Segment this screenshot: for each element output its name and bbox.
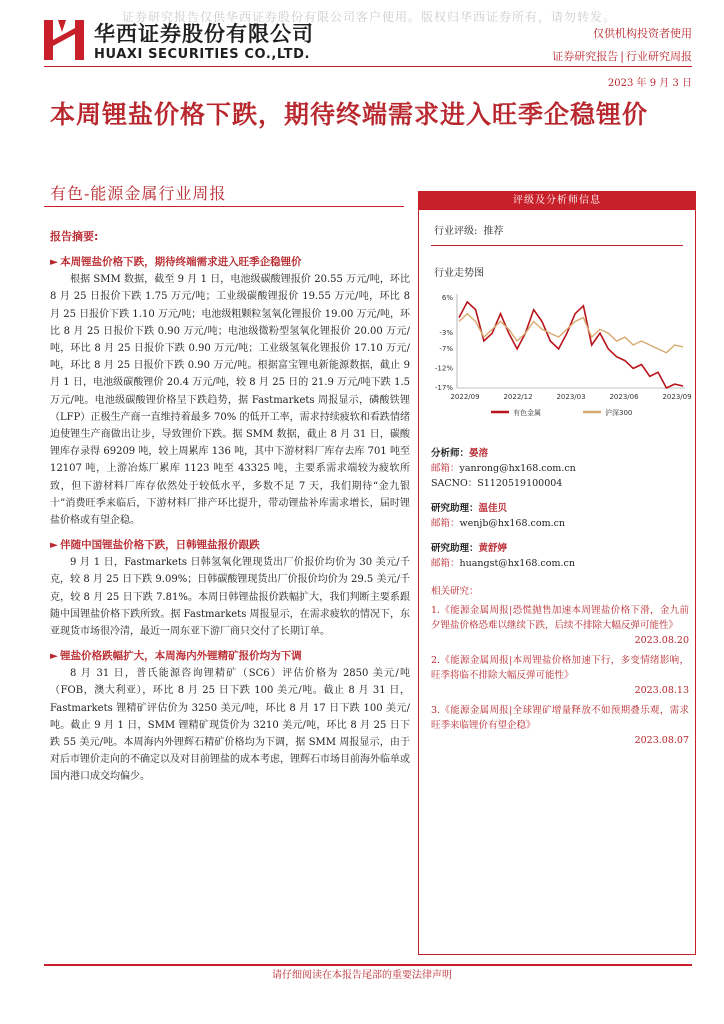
chart-x-tick-label: 2022/09: [450, 393, 480, 401]
chart-y-tick-label: -17%: [434, 384, 453, 392]
related-item[interactable]: [431, 703, 689, 748]
section-heading-text: 本周锂盐价格下跌，期待终端需求进入旺季企稳锂价: [60, 256, 302, 269]
section-2: [50, 536, 410, 640]
footer-disclaimer: 请仔细阅读在本报告尾部的重要法律声明: [272, 970, 452, 981]
related-date: 2023.08.20: [634, 635, 689, 646]
rating-value: 推荐: [483, 226, 504, 237]
section-1: [50, 253, 410, 529]
analyst-name: 黄舒婷: [478, 543, 508, 554]
chart-x-tick-label: 2023/06: [609, 393, 639, 401]
rating-label: 行业评级:: [434, 226, 478, 237]
huaxi-logo-icon: [44, 18, 84, 62]
analyst-email[interactable]: huangst@hx168.com.cn: [459, 558, 575, 569]
report-type-b: 行业研究周报: [626, 50, 692, 63]
section-heading: [50, 536, 410, 554]
analyst-role: 分析师：: [431, 448, 470, 459]
report-subtitle: 有色-能源金属行业周报: [50, 184, 227, 203]
email-label: 邮箱：: [431, 518, 460, 529]
header-divider: [44, 66, 692, 67]
chart-y-tick-label: -7%: [439, 344, 453, 353]
section-heading: [50, 253, 410, 271]
arrow-icon: ►: [50, 256, 59, 269]
report-date: 2023 年 9 月 3 日: [607, 78, 692, 89]
chart-x-tick-label: 2022/12: [503, 393, 533, 401]
chart-y-tick-label: -3%: [439, 329, 453, 338]
sac-label: SACNO：: [431, 478, 478, 489]
industry-rating: [434, 222, 503, 237]
analyst-card: [431, 541, 691, 571]
section-paragraph: 8 月 31 日，普氏能源咨询锂精矿（SC6）评估价格为 2850 美元/吨（FOB，澳大利亚），环比 8 月 25 日下跌 100 美元/吨。截止 8 月 31 日，Fastmarkets 锂精矿评估价为 3250 美元/吨，环比 8 月 17 日下跌 100 美元/吨。截止 9 月 1 日，SMM 锂精矿现货价为 3210 美元/吨，环比 8 月 25 日下跌 55 美元/吨。本周海内外锂辉石精矿价格均为下调，据 SMM 周报显示，由于对后市锂价走向的不确定以及对目前锂盐的成本考虑，锂辉石市场目前海外临单或国内港口成交均偏少。: [50, 668, 410, 783]
sidebar-panel: [418, 191, 696, 955]
related-title: 3.《能源金属周报|全球锂矿增量释放不如预期叠乐观，需求旺季来临锂价有望企稳》: [431, 705, 689, 731]
section-paragraph: 9 月 1 日，Fastmarkets 日韩氢氧化锂现货出厂价报价均价为 30 美元/千克，较 8 月 25 日下跌 9.09%；日韩碳酸锂现货出厂价报价均价为 29.5 美元/千克，较 8 月 25 日下跌 7.81%。本周日韩锂盐报价跌幅扩大，我们判断主要系跟随中国锂盐价格下跌所致。据 Fastmarkets 周报显示，在需求疲软的情况下，东亚现货市场很冷清，最近一周东亚下游厂商只交付了长期订单。: [50, 557, 410, 638]
audience-tag: 仅供机构投资者使用: [593, 27, 692, 40]
report-type-separator: |: [620, 50, 624, 63]
brand-name-en: HUAXI SECURITIES CO.,LTD.: [94, 47, 311, 62]
report-type-a: 证券研究报告: [552, 50, 619, 63]
report-type: [552, 48, 692, 64]
report-abstract: [50, 228, 410, 793]
related-item[interactable]: [431, 653, 689, 698]
related-title: 2.《能源金属周报|本周锂盐价格加速下行，多变情绪影响，旺季将临不排除大幅反弹可能性》: [431, 655, 689, 681]
chart-legend-label: 有色金属: [513, 409, 541, 417]
analyst-role: 研究助理：: [431, 543, 479, 554]
subtitle-divider: [44, 206, 404, 207]
arrow-icon: ►: [50, 650, 59, 663]
section-paragraph: 根据 SMM 数据，截至 9 月 1 日，电池级碳酸锂报价 20.55 万元/吨，环比 8 月 25 日报价下跌 1.75 万元/吨；工业级碳酸锂报价 19.55 万元/吨，环比 8 月 25 日报价下跌 1.10 万元/吨；电池级粗颗粒氢氧化锂报价 19.00 万元/吨，环比 8 月 25 日报价下跌 0.90 万元/吨；电池级微粉型氢氧化锂报价 20.00 万元/吨，环比 8 月 25 日报价下跌 0.90 万元/吨；工业级氢氧化锂报价 17.10 万元/吨，环比 8 月 25 日报价下跌 0.90 万元/吨。根据富宝锂电新能源数据，截止 9 月 1 日，电池级碳酸锂价 20.4 万元/吨，较 8 月 25 日的 21.9 万元/吨下跌 1.5 万元/吨。电池级碳酸锂价格呈下跌趋势，据 Fastmarkets 周报显示，磷酸铁锂（LFP）正极生产商一直维持着最多 70% 的低开工率，需求持续疲软和看跌情绪迫使锂生产商做出让步，导致锂价下跌。据 SMM 数据，截止 8 月 31 日，碳酸锂库存录得 69209 吨，较上周累库 136 吨，其中下游材料厂库存去库 701 吨至 12107 吨，上游冶炼厂累库 1123 吨至 43325 吨，主要系需求端较为疲软所致，但下游材料厂库存依然处于较低水平，多数不足 7 天，我们期待“金九银十”消费旺季来临后，下游材料厂排产环比提升，带动锂盐补库需求增长，届时锂盐价格或有望企稳。: [50, 274, 410, 527]
related-label: 相关研究：: [431, 586, 479, 597]
chart-y-tick-label: 6%: [441, 294, 453, 302]
email-label: 邮箱：: [431, 463, 460, 474]
analyst-email[interactable]: yanrong@hx168.com.cn: [459, 463, 576, 474]
email-label: 邮箱：: [431, 558, 460, 569]
related-research: [431, 584, 689, 753]
analyst-role: 研究助理：: [431, 503, 479, 514]
analyst-name: 温佳贝: [478, 503, 508, 514]
sac-number: S1120519100004: [477, 478, 563, 489]
section-3: [50, 647, 410, 785]
rating-divider: [431, 245, 683, 246]
chart-legend-label: 沪深300: [605, 409, 633, 417]
analyst-card: [431, 446, 691, 491]
related-title: 1.《能源金属周报|恐慌抛售加速本周锂盐价格下滑，金九前夕锂盐价格恐难以继续下跌，后续不排除大幅反弹可能性》: [431, 605, 689, 631]
related-date: 2023.08.07: [634, 735, 689, 746]
abstract-label: 报告摘要:: [50, 230, 99, 243]
related-date: 2023.08.13: [634, 685, 689, 696]
chart-x-tick-label: 2023/03: [556, 393, 586, 401]
sidebar-header: 评级及分析师信息: [419, 192, 695, 210]
report-title: 本周锂盐价格下跌，期待终端需求进入旺季企稳锂价: [50, 100, 649, 129]
chart-y-tick-label: -12%: [434, 364, 453, 373]
chart-x-tick-label: 2023/09: [662, 393, 692, 401]
related-item[interactable]: [431, 603, 689, 648]
section-heading-text: 锂盐价格跌幅扩大，本周海内外锂精矿报价均为下调: [60, 650, 302, 663]
industry-trend-chart: [423, 284, 693, 429]
analyst-card: [431, 501, 691, 531]
section-heading-text: 伴随中国锂盐价格下跌，日韩锂盐报价跟跌: [60, 539, 260, 552]
section-heading: [50, 647, 410, 665]
brand-name-cn: 华西证券股份有限公司: [94, 22, 314, 46]
analyst-name: 晏溶: [469, 448, 489, 459]
trend-title: 行业走势图: [434, 268, 484, 279]
arrow-icon: ►: [50, 539, 59, 552]
analyst-email[interactable]: wenjb@hx168.com.cn: [459, 518, 566, 529]
watermark: 证券研究报告仅供华西证券股份有限公司客户使用。版权归华西证券所有，请勿转发。: [122, 10, 617, 24]
